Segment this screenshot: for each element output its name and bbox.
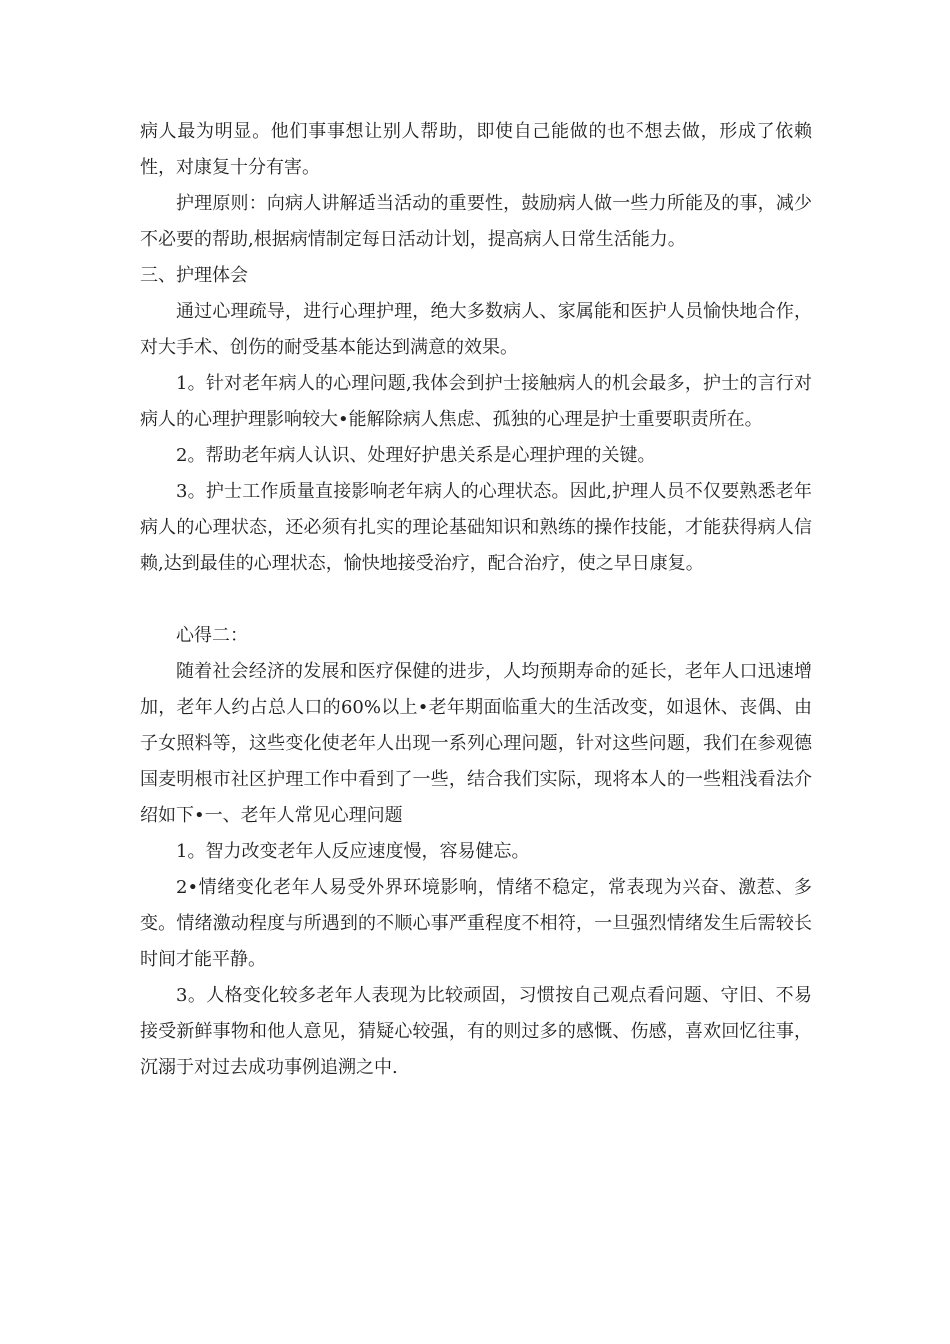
list-item-2: 2。帮助老年病人认识、处理好护患关系是心理护理的关键。 bbox=[176, 445, 656, 466]
list-item-3: 3。护士工作质量直接影响老年病人的心理状态。因此,护理人员不仅要熟悉老年病人的心理状态，还必须有扎实的理论基础知识和熟练的操作技能，才能获得病人信赖,达到最佳的心理状态，愉快地接受治疗，配合治疗，使之早日康复。 bbox=[140, 481, 812, 574]
paragraph-introduction: 随着社会经济的发展和医疗保健的进步，人均预期寿命的延长，老年人口迅速增加，老年人约占总人口的60%以上•老年期面临重大的生活改变，如退休、丧偶、由子女照料等，这些变化使老年人出现一系列心理问题，针对这些问题，我们在参观德国麦明根市社区护理工作中看到了一些，结合我们实际，现将本人的一些粗浅看法介绍如下•一、老年人常见心理问题 bbox=[140, 661, 812, 826]
paragraph-psychological-counseling: 通过心理疏导，进行心理护理，绝大多数病人、家属能和医护人员愉快地合作，对大手术、创伤的耐受基本能达到满意的效果。 bbox=[140, 301, 812, 358]
paragraph-care-principle: 护理原则：向病人讲解适当活动的重要性，鼓励病人做一些力所能及的事，减少不必要的帮助,根据病情制定每日活动计划，提高病人日常生活能力。 bbox=[140, 193, 812, 250]
list-item-1: 1。针对老年病人的心理问题,我体会到护士接触病人的机会最多，护士的言行对病人的心理护理影响较大•能解除病人焦虑、孤独的心理是护士重要职责所在。 bbox=[140, 373, 812, 430]
paragraph-continued: 病人最为明显。他们事事想让别人帮助，即使自己能做的也不想去做，形成了依赖性，对康复十分有害。 bbox=[140, 121, 812, 178]
section-heading-second-reflection: 心得二： bbox=[176, 625, 248, 646]
list-item-personality: 3。人格变化较多老年人表现为比较顽固，习惯按自己观点看问题、守旧、不易接受新鲜事物和他人意见，猜疑心较强，有的则过多的感慨、伤感，喜欢回忆往事，沉溺于对过去成功事例追溯之中. bbox=[140, 985, 812, 1078]
list-item-intelligence: 1。智力改变老年人反应速度慢，容易健忘。 bbox=[176, 841, 530, 862]
section-heading-care-experience: 三、护理体会 bbox=[140, 265, 248, 286]
document-body bbox=[140, 114, 812, 1086]
list-item-emotion: 2•情绪变化老年人易受外界环境影响，情绪不稳定，常表现为兴奋、激惹、多变。情绪激动程度与所遇到的不顺心事严重程度不相符，一旦强烈情绪发生后需较长时间才能平静。 bbox=[140, 877, 812, 970]
section-spacer bbox=[140, 582, 812, 618]
